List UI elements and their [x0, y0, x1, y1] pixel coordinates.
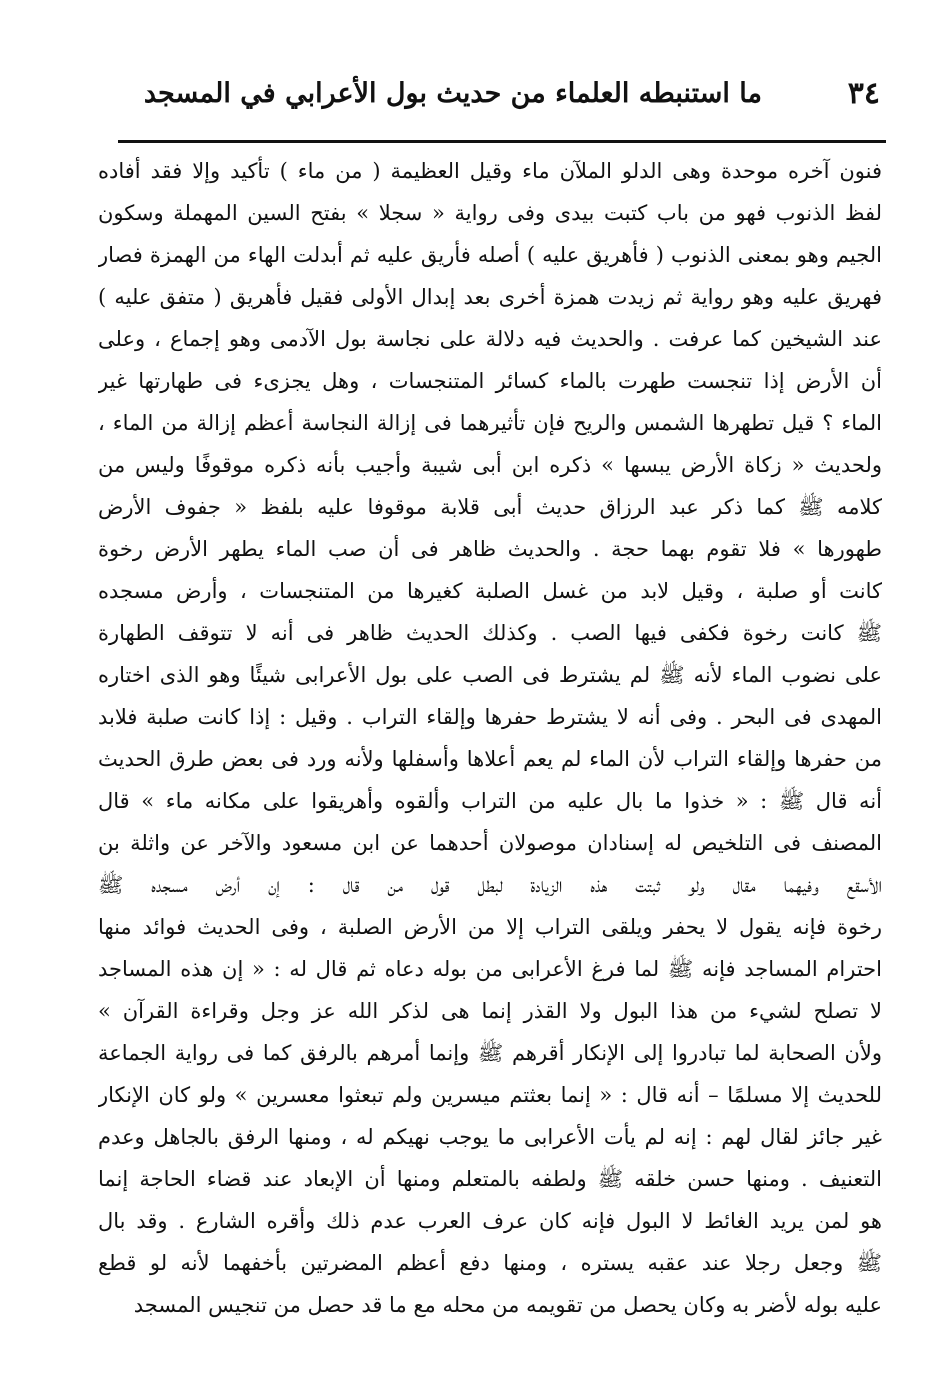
text-line: فنون آخره موحدة وهى الدلو الملآن ماء وقيل العظيمة ( من ماء ) تأكيد وإلا فقد أفاده [98, 159, 882, 183]
text-line: غير جائز لقال لهم : إنه لم يأت الأعرابى ما يوجب نهيكم له ، ومنها الرفق بالجاهل وعدم [98, 1125, 882, 1149]
text-line: لفظ الذنوب فهو من باب كتبت بيدى وفى رواية « سجلا » بفتح السين المهملة وسكون [98, 201, 882, 225]
text-line: الجيم وهو بمعنى الذنوب ( فأهريق عليه ) أصله فأريق عليه ثم أبدلت الهاء من الهمزة فصار [98, 243, 882, 267]
text-line: ﷺ وجعل رجلا عند عقبه يستره ، ومنها دفع أعظم المضرتين بأخفهما لأنه لو قطع [98, 1251, 882, 1275]
text-line: ولأن الصحابة لما تبادروا إلى الإنكار أقرهم ﷺ وإنما أمرهم بالرفق كما فى رواية الجماعة [98, 1041, 882, 1065]
text-line: عليه بوله لأضر به وكان يحصل من تقويمه من محله مع ما قد حصل من تنجيس المسجد [133, 1293, 882, 1317]
text-line: أن الأرض إذا تنجست طهرت بالماء كسائر المتنجسات ، وهل يجزىء فى طهارتها غير [98, 369, 882, 393]
text-line: على نضوب الماء لأنه ﷺ لم يشترط فى الصب على بول الأعرابى شيئًا وهو الذى اختاره [98, 663, 882, 687]
page-header [118, 66, 880, 126]
text-line: عند الشيخين كما عرفت . والحديث فيه دلالة على نجاسة بول الآدمى وهو إجماع ، وعلى [98, 327, 882, 351]
text-line: المصنف فى التلخيص له إسنادان موصولان أحدهما عن ابن مسعود والآخر عن واثلة بن [98, 831, 882, 855]
text-line: ولحديث « زكاة الأرض يبسها » ذكره ابن أبى شيبة وأجيب بأنه ذكره موقوفًا وليس من [98, 453, 882, 477]
text-line: احترام المساجد فإنه ﷺ لما فرغ الأعرابى من بوله دعاه ثم قال له : « إن هذه المساجد [98, 957, 882, 981]
text-line: ﷺ كانت رخوة فكفى فيها الصب . وكذلك الحديث ظاهر فى أنه لا تتوقف الطهارة [98, 621, 882, 645]
header-divider [118, 140, 886, 143]
text-line: من حفرها وإلقاء التراب لأن الماء لم يعم أعلاها وأسفلها ولأنه ورد فى بعض طرق الحديث [98, 747, 882, 771]
text-line: رخوة فإنه يقول لا يحفر ويلقى التراب إلا من الأرض الصلبة ، وفى الحديث فوائد منها [98, 915, 882, 939]
text-line: فهريق عليه وهو رواية ثم زيدت همزة أخرى بعد إبدال الأولى فقيل فأهريق ( متفق عليه ) [98, 285, 882, 309]
text-line: أنه قال ﷺ : « خذوا ما بال عليه من التراب وألقوه وأهريقوا على مكانه ماء » قال [98, 789, 882, 813]
body-text [98, 150, 882, 1326]
text-line: لا تصلح لشيء من هذا البول ولا القذر إنما هى لذكر الله عز وجل وقراءة القرآن » [98, 999, 882, 1023]
running-title: ما استنبطه العلماء من حديث بول الأعرابي في المسجد [143, 78, 762, 109]
page-number: ٣٤ [847, 76, 880, 111]
text-line: الماء ؟ قيل تطهرها الشمس والريح فإن تأثيرهما فى إزالة النجاسة أعظم إزالة من الماء ، [98, 411, 882, 435]
text-line: كلامه ﷺ كما ذكر عبد الرزاق حديث أبى قلابة موقوفا عليه بلفظ « جفوف الأرض [98, 495, 882, 519]
text-line: الأسقع وفيهما مقال ولو ثبتت هذه الزيادة لبطل قول من قال : إن أرض مسجده ﷺ [98, 873, 882, 897]
text-line: المهدى فى البحر . وفى أنه لا يشترط حفرها وإلقاء التراب . وقيل : إذا كانت صلبة فلابد [98, 705, 882, 729]
text-line: للحديث إلا مسلمًا – أنه قال : « إنما بعثتم ميسرين ولم تبعثوا معسرين » ولو كان الإنكار [98, 1083, 882, 1107]
text-line: كانت أو صلبة ، وقيل لابد من غسل الصلبة كغيرها من المتنجسات ، وأرض مسجده [98, 579, 882, 603]
text-line: هو لمن يريد الغائط لا البول فإنه كان عرف العرب عدم ذلك وأقره الشارع . وقد بال [98, 1209, 882, 1233]
text-line: طهورها » فلا تقوم بهما حجة . والحديث ظاهر فى أن صب الماء يطهر الأرض رخوة [98, 537, 882, 561]
text-line: التعنيف . ومنها حسن خلقه ﷺ ولطفه بالمتعلم ومنها أن الإبعاد عند قضاء الحاجة إنما [98, 1167, 882, 1191]
